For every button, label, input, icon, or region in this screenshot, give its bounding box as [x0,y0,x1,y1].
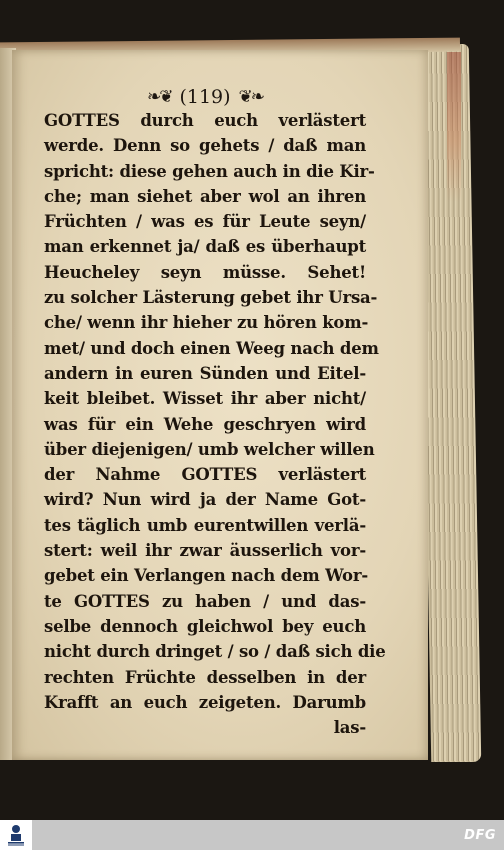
text-line: der Nahme GOTTES verlästert [44,465,366,485]
text-line: selbe dennoch gleichwol bey euch [44,616,366,636]
text-line: che/ wenn ihr hieher zu hören kom- [44,313,369,333]
text-line: was für ein Wehe geschryen wird [44,414,366,434]
text-line: man erkennet ja/ daß es überhaupt [44,237,366,257]
text-line: che; man siehet aber wol an ihren [44,186,366,206]
library-emblem-icon [6,823,26,847]
text-line: met/ und doch einen Weeg nach dem [44,338,379,358]
text-line: Heucheley seyn müsse. Sehet! [44,262,366,282]
text-line: zu solcher Lästerung gebet ihr Ursa- [44,288,378,308]
text-line: spricht: diese gehen auch in die Kir- [44,161,375,181]
text-line: te GOTTES zu haben / und das- [44,591,366,611]
text-line: andern in euren Sünden und Eitel- [44,363,366,383]
page-edge-stain [447,52,461,202]
text-line: rechten Früchte desselben in der [44,667,366,687]
header-ornament-right: ❦❧ [238,87,264,107]
page-body-text [44,108,386,740]
viewer-footer-bar [0,820,504,850]
text-line: werde. Denn so gehets / daß man [44,136,366,156]
library-logo-icon[interactable] [0,820,32,850]
text-line: über diejenigen/ umb welcher willen [44,439,375,459]
text-line: tes täglich umb eurentwillen verlä- [44,515,366,535]
page-number: (119) [179,86,231,108]
text-line: Krafft an euch zeigeten. Darumb [44,692,366,712]
text-line: GOTTES durch euch verlästert [44,111,366,130]
text-line: stert: weil ihr zwar äusserlich vor- [44,541,366,561]
header-ornament-left: ❧❦ [146,87,172,107]
text-line: Früchten / was es für Leute seyn/ [44,212,366,232]
text-line: gebet ein Verlangen nach dem Wor- [44,566,368,586]
text-line: nicht durch dringet / so / daß sich die [44,642,386,662]
dfg-logo[interactable]: DFG [464,827,496,843]
text-line: keit bleibet. Wisset ihr aber nicht/ [44,389,366,409]
catchword: las- [333,718,366,738]
text-line: wird? Nun wird ja der Name Got- [44,490,366,510]
